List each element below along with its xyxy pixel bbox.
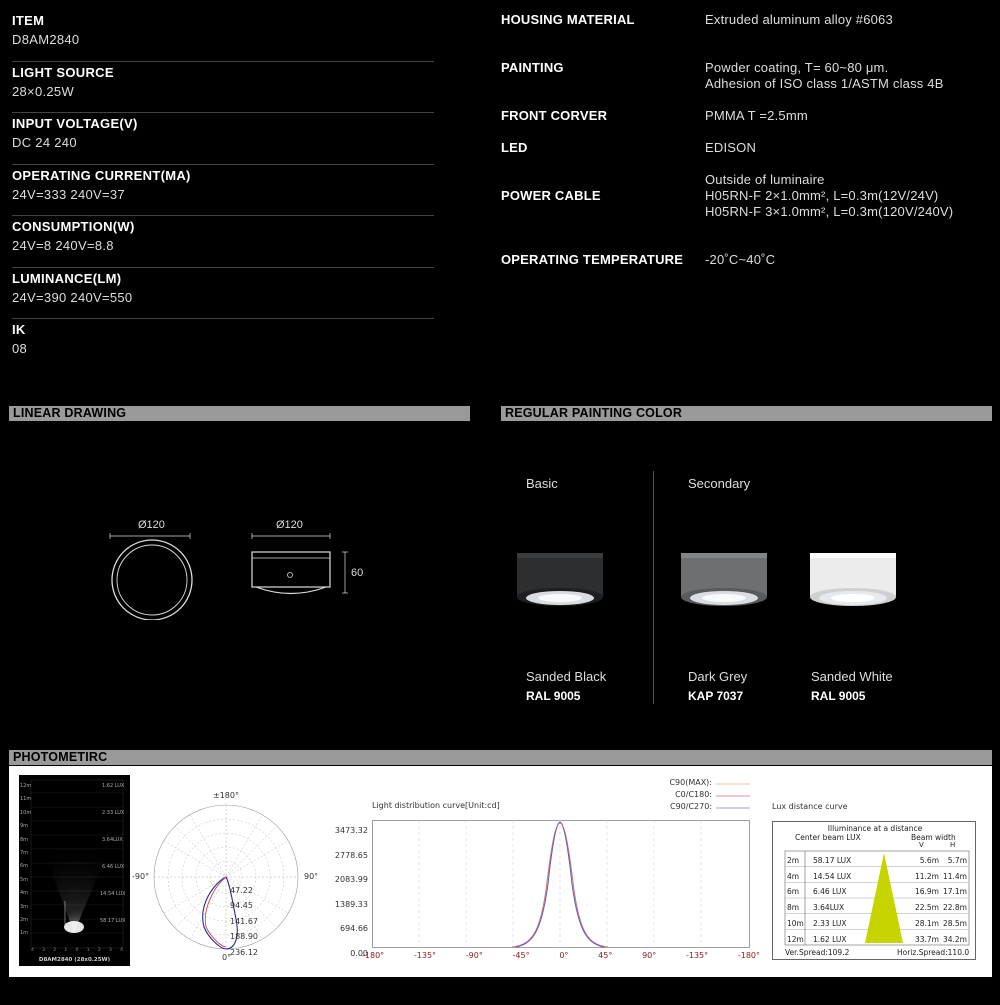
spec-label: IK [12, 322, 26, 337]
spec-value [705, 172, 953, 220]
spec-label: HOUSING MATERIAL [501, 12, 635, 27]
dim-diameter-side: Ø120 [276, 519, 303, 531]
polar-label-left: -90° [132, 872, 150, 881]
spec-label: CONSUMPTION(W) [12, 219, 135, 234]
lux-table-h-header: H [950, 841, 956, 849]
lux-label: 14.54 LUX [100, 891, 126, 897]
spec-label: PAINTING [501, 60, 564, 75]
lux-row-distance: 12m [787, 934, 804, 944]
spec-value: 24V=333 240V=37 [12, 186, 125, 202]
x-tick: -45° [512, 951, 530, 960]
distance-label: 10m [20, 809, 32, 816]
spec-row-operating-current [12, 165, 434, 217]
lux-table-beam-header: Beam width [911, 833, 956, 842]
distance-label: 12m [20, 783, 32, 789]
color-code-dark-grey: KAP 7037 [688, 689, 744, 703]
spec-value-line: H05RN-F 2×1.0mm², L=0.3m(12V/24V) [705, 188, 939, 203]
lux-label: 1.62 LUX [102, 783, 125, 789]
y-tick: 2778.65 [334, 850, 368, 860]
distance-label: 8m [20, 836, 29, 843]
lux-row-distance: 2m [787, 856, 800, 865]
x-tick: 3 [42, 948, 46, 953]
spec-label: OPERATING TEMPERATURE [501, 252, 684, 267]
lux-row-v: 33.7m [914, 934, 939, 944]
distance-label: 2m [20, 917, 29, 924]
lux-row-h: 22.8m [942, 903, 967, 913]
x-tick: -135° [413, 951, 437, 960]
distance-label: 5m [20, 876, 29, 883]
spec-label: ITEM [12, 13, 45, 28]
top-view-drawing [110, 533, 192, 620]
spec-value: 08 [12, 341, 28, 356]
cone-caption: D8AM2840 (28x0.25W) [38, 957, 111, 963]
lux-label: 6.46 LUX [102, 864, 125, 870]
x-tick: -90° [465, 951, 483, 960]
spec-row-ik [12, 319, 434, 371]
lux-row-h: 34.2m [942, 934, 967, 944]
cone-x-ticks [31, 948, 123, 953]
x-tick: 0 [75, 948, 79, 953]
lux-label: 3.64LUX [102, 837, 123, 843]
polar-label-right: 90° [304, 872, 319, 881]
spec-value [705, 12, 893, 28]
color-name-white: Sanded White [811, 669, 893, 684]
curve-y-ticks [318, 819, 368, 967]
spec-row-item [12, 10, 434, 62]
ver-spread: Ver.Spread:109.2 [785, 948, 850, 957]
lux-row-v: 28.1m [914, 918, 939, 928]
cone-diagram [19, 775, 130, 966]
spec-value: 28×0.25W [12, 83, 75, 99]
legend-c90c270: C90/C270: [669, 802, 712, 811]
distance-label: 4m [20, 890, 29, 897]
linear-drawing-svg [100, 530, 360, 620]
dim-diameter-top: Ø120 [138, 519, 165, 531]
cone-diagram-svg [19, 775, 130, 966]
lux-row-lux: 14.54 LUX [813, 871, 852, 881]
spec-label: LED [501, 140, 528, 155]
lux-table-v-header: V [919, 841, 924, 849]
lux-row-lux: 3.64LUX [813, 903, 845, 913]
x-tick: -135° [685, 951, 709, 960]
lux-row-lux: 6.46 LUX [813, 887, 847, 897]
spec-value-line: Adhesion of ISO class 1/ASTM class 4B [705, 76, 944, 91]
legend-c90max: C90(MAX): [669, 778, 712, 787]
lux-row-lux: 1.62 LUX [813, 934, 847, 944]
spec-value [705, 140, 756, 156]
spec-label: INPUT VOLTAGE(V) [12, 116, 138, 131]
spec-value [705, 108, 808, 124]
luminaire-dark-grey-image [674, 548, 774, 616]
spec-value [705, 252, 775, 268]
hor-spread: Horiz.Spread:110.0 [897, 948, 970, 957]
polar-label-top: ±180° [213, 791, 239, 800]
luminaire-black-image [510, 548, 610, 616]
cone-distance-labels [20, 780, 31, 941]
spec-value-line: H05RN-F 3×1.0mm², L=0.3m(120V/240V) [705, 204, 954, 219]
spec-value-line: -20˚C~40˚C [705, 252, 776, 267]
color-code-black: RAL 9005 [526, 689, 581, 703]
spec-value: 24V=390 240V=550 [12, 289, 133, 305]
lux-row-h: 17.1m [942, 887, 967, 897]
lux-row-v: 22.5m [914, 903, 939, 913]
legend-lines [714, 777, 754, 813]
y-tick: 694.66 [340, 924, 368, 934]
spec-value [705, 60, 944, 92]
legend-c0c180: C0/C180: [675, 790, 712, 799]
y-tick: 3473.32 [334, 826, 368, 835]
color-code-white: RAL 9005 [811, 689, 866, 703]
lux-row-distance: 4m [787, 871, 800, 881]
y-tick: 0.00 [350, 948, 368, 958]
lux-table [772, 821, 976, 960]
section-photometric: PHOTOMETIRC [9, 750, 992, 765]
x-tick: 4 [31, 948, 34, 953]
lux-row-lux: 2.33 LUX [813, 918, 847, 928]
basic-title: Basic [526, 476, 558, 491]
spec-value: 24V=8 240V=8.8 [12, 238, 114, 253]
distance-label: 9m [20, 823, 29, 830]
lux-row-distance: 6m [787, 887, 800, 897]
lux-row-distance: 10m [787, 918, 804, 928]
lux-label: 58.17 LUX [100, 918, 126, 924]
lux-row-distance: 8m [787, 903, 800, 913]
spec-value-line: EDISON [705, 140, 757, 155]
x-tick: -180° [362, 951, 385, 960]
x-tick: 2 [53, 948, 57, 953]
spec-label: LUMINANCE(LM) [12, 270, 122, 286]
color-name-black: Sanded Black [526, 669, 607, 684]
color-name-dark-grey: Dark Grey [688, 669, 748, 684]
lux-row-h: 5.7m [947, 856, 967, 865]
color-divider [653, 471, 654, 704]
lux-table-distances [787, 853, 804, 947]
distance-label: 3m [20, 903, 29, 910]
x-tick: 45° [598, 951, 613, 960]
lux-row-h: 11.4m [942, 871, 967, 881]
ring-label: 94.45 [230, 901, 253, 911]
lux-label: 2.33 LUX [102, 810, 125, 816]
lux-row-v: 5.6m [919, 856, 939, 865]
ring-label: 236.12 [230, 947, 258, 957]
ring-label: 47.22 [230, 886, 253, 895]
spec-value-line: Extruded aluminum alloy #6063 [705, 12, 893, 27]
secondary-title: Secondary [688, 476, 751, 491]
spec-row-input-voltage [12, 113, 434, 165]
lux-table-lux-values [813, 853, 851, 947]
polar-ring-labels [230, 883, 258, 960]
spec-value-line: Outside of luminaire [705, 172, 825, 187]
curve-legend [600, 777, 712, 813]
section-linear-drawing: LINEAR DRAWING [9, 406, 470, 421]
lux-row-v: 16.9m [914, 887, 939, 897]
distance-label: 1m [20, 930, 29, 937]
x-tick: 1 [64, 948, 68, 953]
dim-height: 60 [351, 567, 364, 579]
lux-row-v: 11.2m [914, 871, 939, 881]
light-distribution-curve [372, 820, 750, 950]
x-tick: -180° [737, 951, 760, 960]
lux-row-lux: 58.17 LUX [813, 856, 852, 865]
distance-label: 6m [20, 863, 29, 870]
spec-value-line: PMMA T =2.5mm [705, 108, 808, 123]
y-tick: 2083.99 [334, 875, 368, 885]
curve-x-ticks [362, 951, 760, 960]
spec-label: POWER CABLE [501, 188, 601, 203]
lux-table-center-header: Center beam LUX [795, 833, 861, 842]
x-tick: 1 [86, 948, 90, 953]
spec-label: OPERATING CURRENT(MA) [12, 167, 191, 183]
luminaire-white-image [803, 548, 903, 616]
x-tick: 0° [559, 951, 569, 960]
x-tick: 4 [120, 948, 123, 953]
spec-label: LIGHT SOURCE [12, 64, 114, 80]
spec-table-left [12, 10, 434, 371]
section-painting-color: REGULAR PAINTING COLOR [501, 406, 992, 421]
distance-label: 7m [20, 850, 29, 857]
distance-label: 11m [20, 796, 32, 803]
side-view-drawing [252, 533, 348, 594]
spec-label: FRONT CORVER [501, 108, 608, 123]
lux-table-h-values [935, 853, 967, 947]
x-tick: 3 [108, 948, 112, 953]
spec-value-line: Powder coating, T= 60~80 μm. [705, 60, 889, 75]
spec-row-consumption [12, 216, 434, 268]
polar-diagram [150, 795, 305, 965]
lux-table-title: Illuminance at a distance [827, 824, 923, 833]
ring-label: 141.67 [230, 916, 258, 926]
spec-row-luminance [12, 268, 434, 320]
ring-label: 188.90 [230, 932, 258, 942]
y-tick: 1389.33 [334, 899, 368, 909]
x-tick: 2 [97, 948, 101, 953]
lux-curve-title: Lux distance curve [772, 802, 848, 811]
spec-row-light-source [12, 62, 434, 114]
spec-value: DC 24 240 [12, 135, 77, 150]
spec-value: D8AM2840 [12, 32, 80, 47]
lux-row-h: 28.5m [942, 918, 967, 928]
x-tick: 90° [642, 951, 657, 960]
polar-label-bottom: 0° [222, 953, 232, 962]
curve-title: Light distribution curve[Unit:cd] [372, 801, 500, 810]
